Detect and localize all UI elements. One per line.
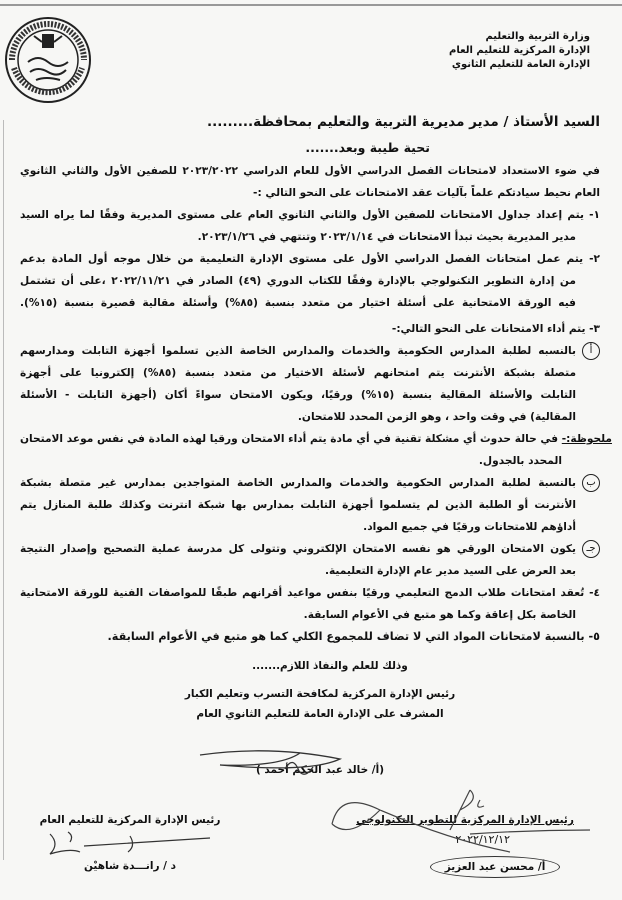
- item-3a-line: متصلة بشبكة الأنترنت يتم امتحانهم لأسئلة الاختيار من متعدد بنسبة (٨٥%) إلكترونيا على أجهزة: [20, 367, 576, 379]
- item-3c: [20, 538, 600, 582]
- item-3c-line: بعد العرض على السيد مدير عام الإدارة التعليمية.: [324, 565, 576, 577]
- item-3b-line: بالنسبة لطلبة المدارس الحكومية والخدمات والمدارس الخاصة المتواجدين بمدارس غير متصلة بشبكة: [20, 477, 576, 489]
- item-5: ٥- بالنسبة لامتحانات المواد التي لا تضاف للمجموع الكلي كما هو متبع في الأعوام السابقة.: [107, 630, 600, 643]
- item-4-line: الخاصة بكل إعاقة وكما هو متبع في الأعوام السابقة.: [303, 609, 576, 621]
- item-2-line: ٢- يتم عمل امتحانات الفصل الدراسي الأول على مستوى الإدارة التعليمية من خلال موجه أول المادة بدعم: [20, 253, 600, 265]
- note-line: المحدد بالجدول.: [478, 455, 562, 467]
- signatory-name: أ/ محسن عبد العزيز: [430, 856, 561, 878]
- item-1-line: ١- يتم إعداد جداول الامتحانات للصفين الأول والثاني الثانوي العام على مستوى المديرية وفقًا لما يراه السيد: [20, 209, 600, 221]
- item-marker: ب: [582, 474, 600, 492]
- central-admin-name: الإدارة المركزية للتعليم العام: [449, 45, 590, 56]
- signature-icon: [40, 828, 230, 868]
- general-admin-name: الإدارة العامة للتعليم الثانوي: [451, 59, 590, 70]
- note-label: ملحوظة:-: [561, 433, 612, 445]
- ministry-seal-icon: [4, 16, 92, 104]
- item-3a-line: بالنسبه لطلبة المدارس الحكومية والخدمات والمدارس الخاصة الذين تسلموا أجهزة التابلت ومدارسهم: [20, 345, 576, 357]
- signature-icon: [320, 780, 600, 860]
- item-3b-line: أداؤهم للامتحانات ورقيًا في جميع المواد.: [363, 521, 576, 533]
- item-3a-line: المقالية) في وقت واحد ، وهو الزمن المحدد للامتحان.: [297, 411, 576, 423]
- letter-body: [20, 108, 612, 676]
- signatory-title: رئيس الإدارة المركزية للتطوير التكنولوجي: [356, 814, 574, 826]
- signatory-name: (أ/ خالد عبد الحكم أحمد ): [255, 764, 385, 776]
- item-marker: أ: [582, 342, 600, 360]
- signatory-name: د / رانـــدة شاهيْن: [83, 860, 177, 872]
- signature-date: ٢٠٢٢/١٢/١٢: [455, 833, 510, 846]
- item-marker: جـ: [582, 540, 600, 558]
- addressee: السيد الأستاذ / مدير مديرية التربية والتعليم بمحافظة.........: [207, 114, 600, 130]
- item-2-line: من إدارة التطوير التكنولوجي بالإدارة وفقًا للكتاب الدوري (٤٩) الصادر في ٢٠٢٢/١١/٢١ ،على أن تشتمل: [20, 275, 576, 287]
- item-3b-line: الأنترنت أو الطلبة الذين لم يتسلموا أجهزة التابلت بمدارس بها شبكة انترنت وكذلك طلبة المنازل يتم: [20, 499, 576, 511]
- intro-line: العام نحيط سيادتكم علماً بآليات عقد الامتحانات على النحو التالي :-: [253, 187, 600, 199]
- signatory-title: المشرف على الإدارة العامة للتعليم الثانوي العام: [196, 708, 444, 720]
- scan-edge: [0, 4, 622, 6]
- intro-line: في ضوء الاستعداد لامتحانات الفصل الدراسي الأول للعام الدراسي ٢٠٢٣/٢٠٢٢ للصفين الأول والثاني الثانوي: [20, 165, 600, 177]
- item-1-line: مدير المديرية بحيث تبدأ الامتحانات في ٢٠٢٣/١/١٤ وتنتهي في ٢٠٢٣/١/٢٦.: [197, 231, 576, 243]
- note-line: [20, 428, 612, 450]
- item-3-title: ٣- يتم أداء الامتحانات على النحو التالي:-: [391, 323, 600, 335]
- item-4-line: ٤- تُعقد امتحانات طلاب الدمج التعليمي ورقيًا بنفس مواعيد أقرانهم طبقًا للمواصفات الفنية للورقة الامتحانية: [20, 587, 600, 599]
- letterhead: [449, 30, 590, 72]
- item-3a-line: التابلت والأسئلة المقالية بنسبة (١٥%) ورقيًا، ويكون الامتحان سواءً أكان (أجهزة التابلت - الأسئلة: [20, 389, 576, 401]
- signature-icon: [190, 745, 360, 785]
- signatory-title: رئيس الإدارة المركزية لمكافحة التسرب وتعليم الكبار: [184, 688, 456, 700]
- signatory-title: رئيس الإدارة المركزية للتعليم العام: [39, 814, 221, 826]
- note-text: في حالة حدوث أي مشكلة تقنية في أي مادة يتم أداء الامتحان ورقيا لهذه المادة في نفس موعد الامتحان: [20, 433, 559, 445]
- item-3b: [20, 472, 600, 538]
- closing-line: وذلك للعلم والنفاذ اللازم.......: [252, 660, 408, 672]
- greeting: تحية طيبة وبعد.......: [305, 140, 430, 155]
- ministry-name: وزارة التربية والتعليم: [485, 31, 590, 42]
- item-3c-line: يكون الامتحان الورقي هو نفسه الامتحان الإلكتروني وتتولى كل مدرسة عملية التصحيح وإصدار النتيجة: [20, 543, 576, 555]
- item-3a: [20, 340, 600, 428]
- item-2-line: فيه الورقة الامتحانية على أسئلة اختيار من متعدد بنسبة (٨٥%) وأسئلة مقالية قصيرة بنسبة (١٥%).: [20, 297, 576, 309]
- scan-edge: [3, 120, 4, 860]
